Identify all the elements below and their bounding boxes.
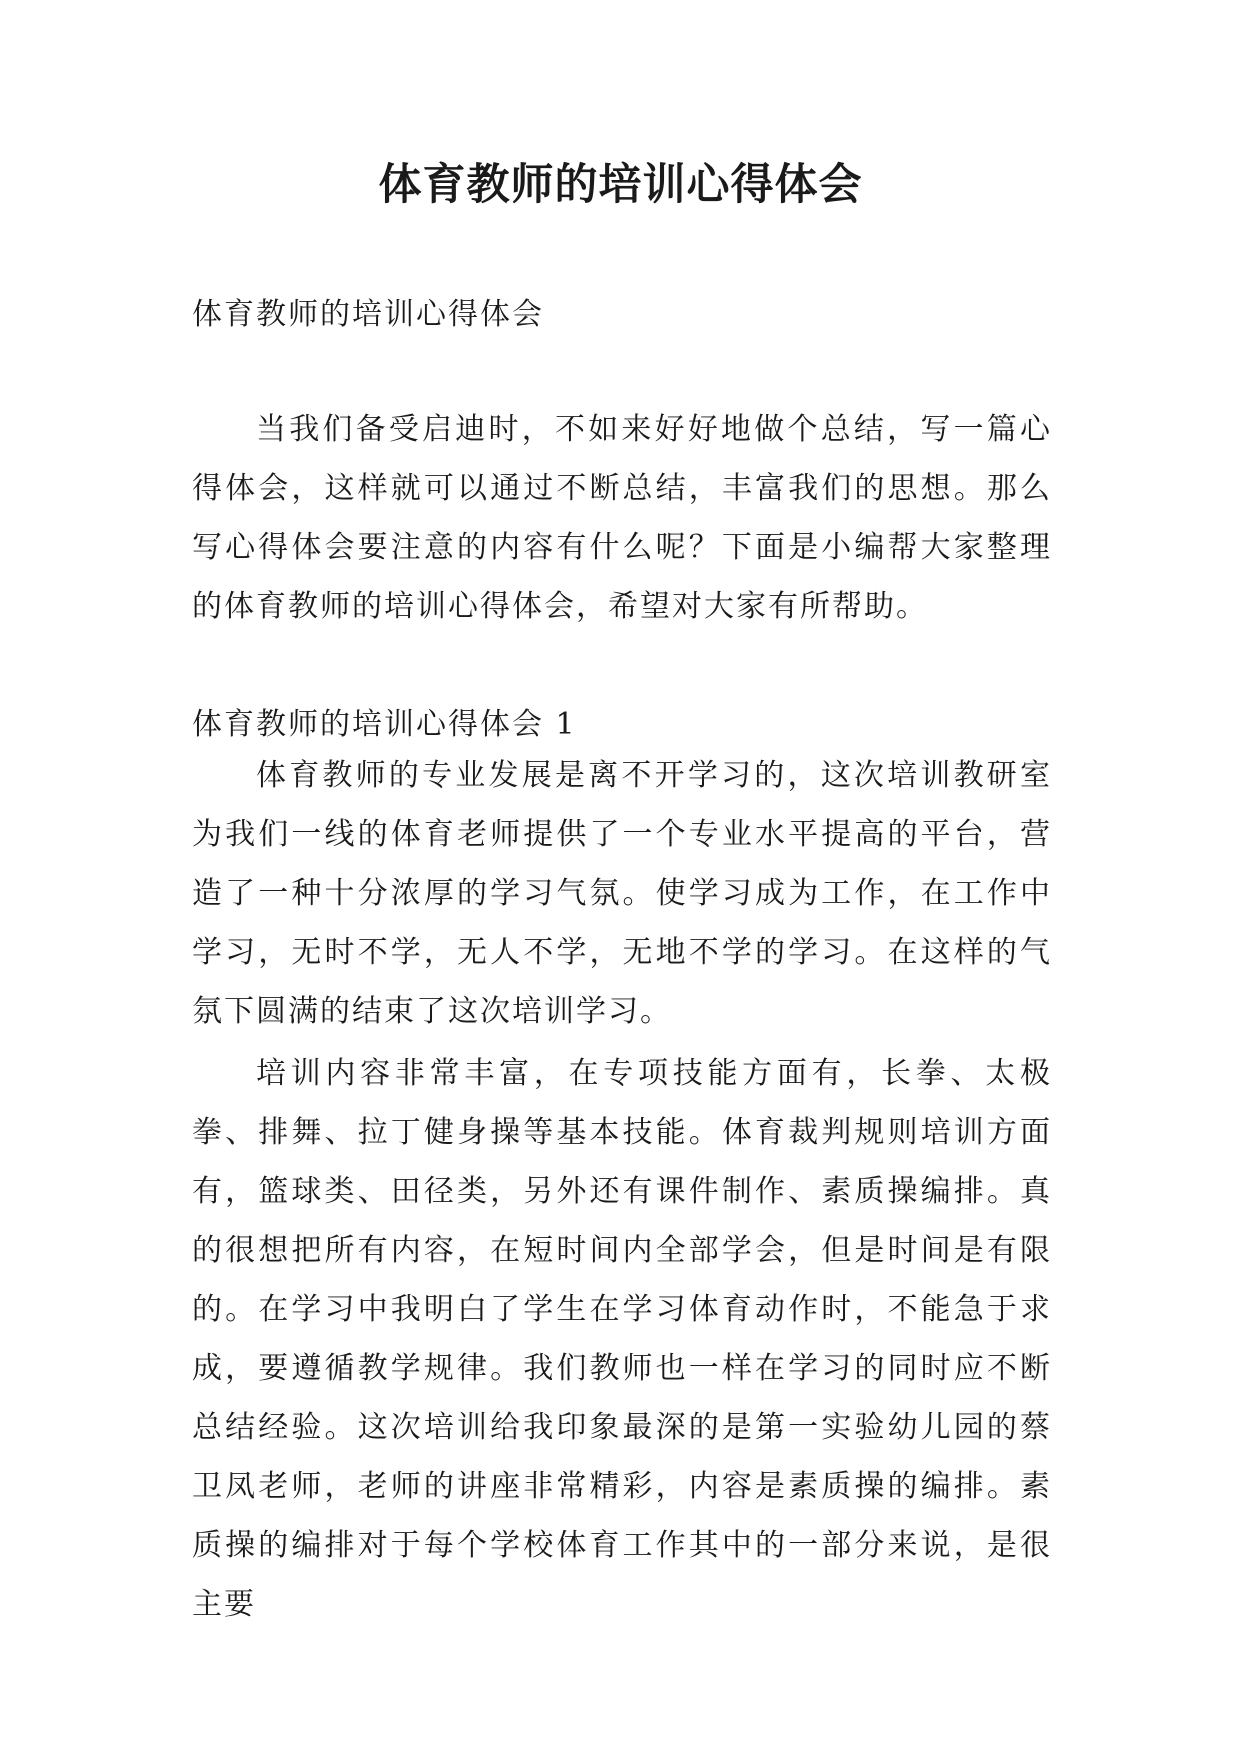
intro-paragraph: 当我们备受启迪时，不如来好好地做个总结，写一篇心得体会，这样就可以通过不断总结，丰富我们的思想。那么写心得体会要注意的内容有什么呢？下面是小编帮大家整理的体育教师的培训心得体会，希望对大家有所帮助。 [192,412,1052,624]
section-1-paragraph-2: 培训内容非常丰富，在专项技能方面有，长拳、太极拳、排舞、拉丁健身操等基本技能。体育裁判规则培训方面有，篮球类、田径类，另外还有课件制作、素质操编排。真的很想把所有内容，在短时间内全部学会，但是时间是有限的。在学习中我明白了学生在学习体育动作时，不能急于求成，要遵循教学规律。我们教师也一样在学习的同时应不断总结经验。这次培训给我印象最深的是第一实验幼儿园的蔡卫凤老师，老师的讲座非常精彩，内容是素质操的编排。素质操的编排对于每个学校体育工作其中的一部分来说，是很主要 [192,1056,1052,1622]
document-subtitle: 体育教师的培训心得体会 [192,297,544,332]
section-1-paragraph-1: 体育教师的专业发展是离不开学习的，这次培训教研室为我们一线的体育老师提供了一个专业水平提高的平台，营造了一种十分浓厚的学习气氛。使学习成为工作，在工作中学习，无时不学，无人不学，无地不学的学习。在这样的气氛下圆满的结束了这次培训学习。 [192,758,1052,1029]
document-title: 体育教师的培训心得体会 [378,160,863,210]
section-heading-1: 体育教师的培训心得体会 1 [192,707,577,742]
